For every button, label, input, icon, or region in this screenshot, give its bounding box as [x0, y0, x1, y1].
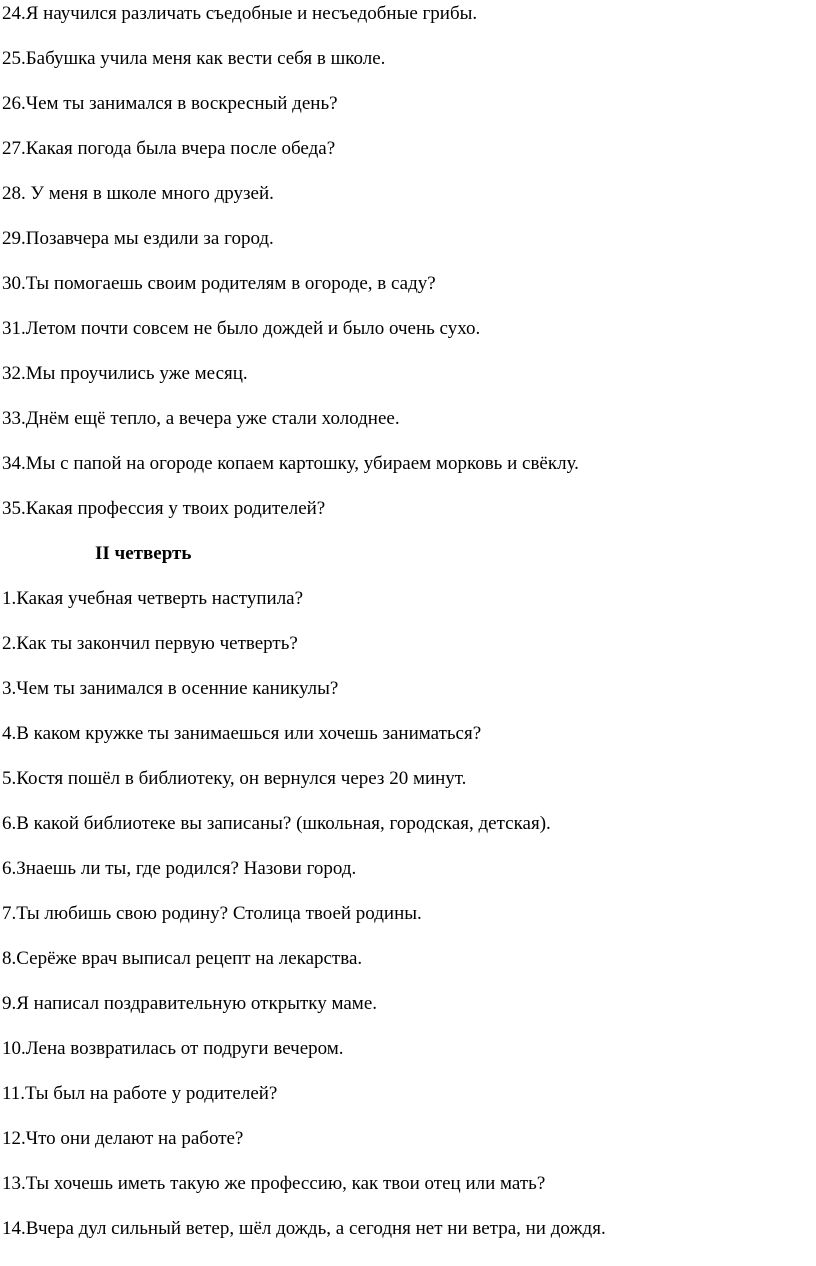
sentence-line: 11.Ты был на работе у родителей? [2, 1083, 278, 1104]
sentence-line: 29.Позавчера мы ездили за город. [2, 228, 274, 249]
sentence-line: 1.Какая учебная четверть наступила? [2, 588, 304, 609]
sentence-line: 8.Серёже врач выписал рецепт на лекарства. [2, 948, 363, 969]
sentence-line: 9.Я написал поздравительную открытку маме. [2, 993, 378, 1014]
sentence-line: 6.В какой библиотеке вы записаны? (школьная, городская, детская). [2, 813, 551, 834]
sentence-line: 30.Ты помогаешь своим родителям в огороде, в саду? [2, 273, 436, 294]
section-heading: II четверть [95, 543, 192, 564]
sentence-line: 25.Бабушка учила меня как вести себя в школе. [2, 48, 386, 69]
sentence-line: 35.Какая профессия у твоих родителей? [2, 498, 326, 519]
sentence-line: 12.Что они делают на работе? [2, 1128, 244, 1149]
sentence-line: 34.Мы с папой на огороде копаем картошку, убираем морковь и свёклу. [2, 453, 579, 474]
sentence-line: 33.Днём ещё тепло, а вечера уже стали холоднее. [2, 408, 400, 429]
sentence-line: 13.Ты хочешь иметь такую же профессию, как твои отец или мать? [2, 1173, 546, 1194]
sentence-line: 3.Чем ты занимался в осенние каникулы? [2, 678, 339, 699]
sentence-line: 31.Летом почти совсем не было дождей и было очень сухо. [2, 318, 481, 339]
sentence-line: 6.Знаешь ли ты, где родился? Назови город. [2, 858, 357, 879]
sentence-line: 10.Лена возвратилась от подруги вечером. [2, 1038, 344, 1059]
sentence-line: 32.Мы проучились уже месяц. [2, 363, 248, 384]
sentence-line: 7.Ты любишь свою родину? Столица твоей родины. [2, 903, 422, 924]
sentence-line: 24.Я научился различать съедобные и несъедобные грибы. [2, 3, 478, 24]
sentence-line: 27.Какая погода была вчера после обеда? [2, 138, 336, 159]
sentence-line: 28. У меня в школе много друзей. [2, 183, 274, 204]
sentence-line: 4.В каком кружке ты занимаешься или хочешь заниматься? [2, 723, 482, 744]
sentence-line: 2.Как ты закончил первую четверть? [2, 633, 298, 654]
sentence-line: 26.Чем ты занимался в воскресный день? [2, 93, 338, 114]
sentence-line: 14.Вчера дул сильный ветер, шёл дождь, а сегодня нет ни ветра, ни дождя. [2, 1218, 606, 1239]
sentence-line: 5.Костя пошёл в библиотеку, он вернулся через 20 минут. [2, 768, 467, 789]
